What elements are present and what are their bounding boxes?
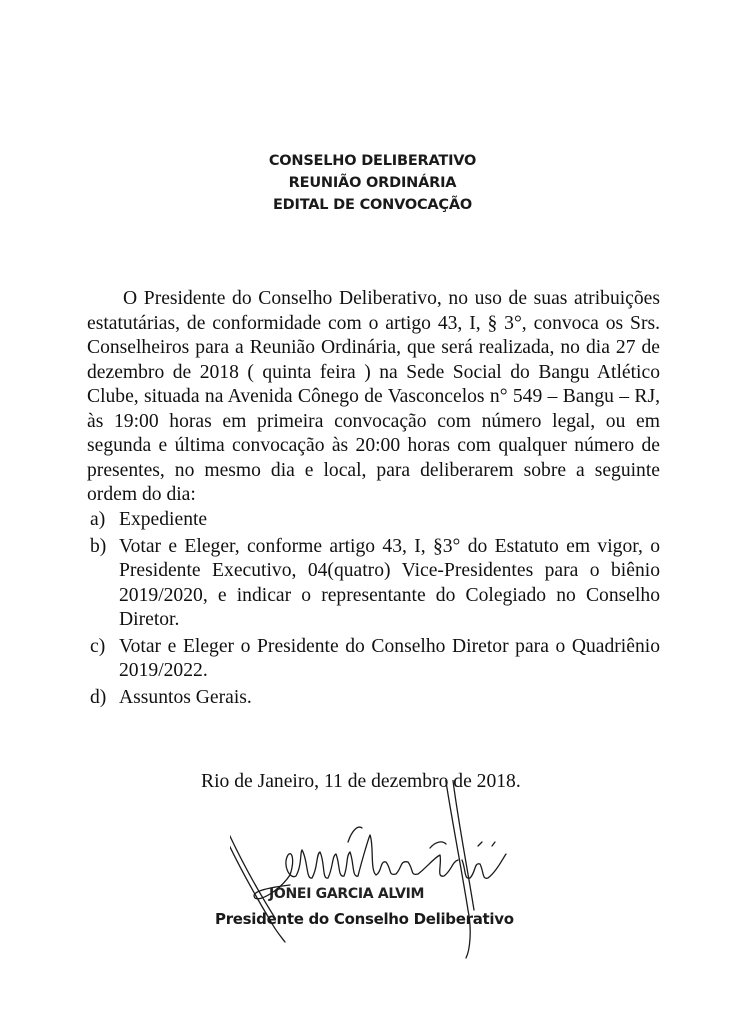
handwritten-signature	[230, 780, 520, 970]
agenda-item	[90, 635, 660, 684]
agenda-item-marker: a)	[90, 509, 106, 530]
agenda-item-marker: d)	[90, 686, 107, 708]
council-title: CONSELHO DELIBERATIVO	[268, 153, 477, 169]
notice-title: EDITAL DE CONVOCAÇÃO	[272, 197, 473, 213]
agenda-item	[90, 535, 660, 633]
signer-name: JONEI GARCIA ALVIM	[269, 886, 425, 902]
convocation-body	[87, 287, 660, 508]
agenda-item-text: Assuntos Gerais.	[119, 686, 252, 708]
agenda-item	[90, 508, 660, 533]
agenda-item-marker: c)	[90, 635, 106, 657]
place-and-date: Rio de Janeiro, 11 de dezembro de 2018.	[201, 771, 521, 792]
meeting-type: REUNIÃO ORDINÁRIA	[288, 175, 457, 191]
agenda-item-marker: b)	[90, 535, 107, 557]
agenda-item-text: Votar e Eleger o Presidente do Conselho Diretor para o Quadriênio 2019/2022.	[119, 635, 660, 681]
convocation-paragraph: O Presidente do Conselho Deliberativo, no uso de suas atribuições estatutárias, de conformidade com o artigo 43, I, § 3°, convoca os Srs. Conselheiros para a Reunião Ordinária, que será realizada, no dia 27 de dezembro de 2018 ( quinta feira ) na Sede Social do Bangu Atlético Clube, situada na Avenida Cônego de Vasconcelos n° 549 – Bangu – RJ, às 19:00 horas em primeira convocação com número legal, ou em segunda e última convocação às 20:00 horas com qualquer número de presentes, no mesmo dia e local, para deliberarem sobre a seguinte ordem do dia:	[87, 288, 660, 505]
agenda-item-text: Votar e Eleger, conforme artigo 43, I, §3° do Estatuto em vigor, o Presidente Executivo, 04(quatro) Vice-Presidentes para o biênio 2019/2020, e indicar o representante do Colegiado no Conselho Diretor.	[119, 535, 660, 630]
signer-role: Presidente do Conselho Deliberativo	[215, 910, 514, 928]
agenda-item	[90, 686, 660, 711]
agenda-list	[90, 508, 660, 712]
document-header	[0, 150, 745, 216]
agenda-item-text: Expediente	[119, 509, 208, 530]
